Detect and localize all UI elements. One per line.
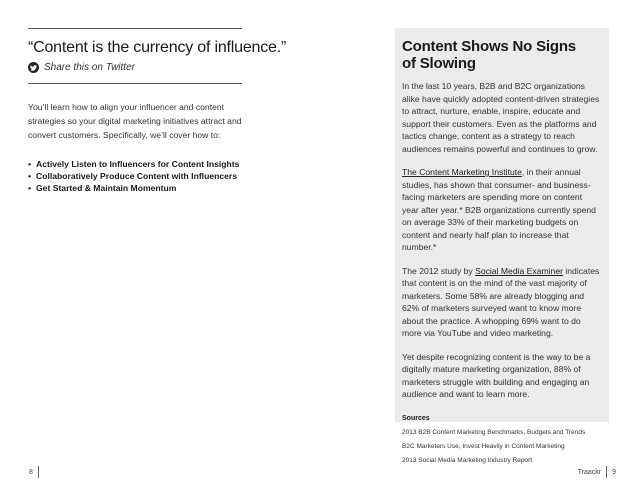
source-item: 2013 Social Media Marketing Industry Report bbox=[402, 456, 533, 464]
sources-heading: Sources bbox=[402, 414, 430, 422]
page-number-left: 8 bbox=[29, 468, 33, 476]
share-label[interactable]: Share this on Twitter bbox=[44, 62, 135, 73]
topics-list bbox=[28, 158, 242, 194]
source-item: 2013 B2B Content Marketing Benchmarks, Budgets and Trends bbox=[402, 428, 586, 436]
twitter-icon bbox=[28, 62, 39, 73]
top-divider bbox=[28, 28, 242, 29]
source-item: B2C Marketers Use, Invest Heavily in Content Marketing bbox=[402, 442, 565, 450]
pull-quote: “Content is the currency of influence.” bbox=[28, 39, 287, 56]
content-marketing-institute-link[interactable]: The Content Marketing Institute bbox=[402, 167, 522, 177]
intro-paragraph: You’ll learn how to align your influencer and content strategies so your digital marketing initiatives attract and convert customers. Specifically, we’ll cover how to: bbox=[28, 102, 242, 140]
paragraph-4: Yet despite recognizing content is the way to be a digitally mature marketing organization, 88% of marketers struggle with building and engaging an audience and want to learn more. bbox=[402, 351, 591, 399]
bottom-divider bbox=[28, 83, 242, 84]
paragraph-2: The Content Marketing Institute, in their annual studies, has shown that consumer- and business-facing marketers are spending more on content year after year.* B2B organizations currently spend on average 33% of their marketing budgets on content and nearly half plan to increase that number.* bbox=[402, 167, 596, 252]
left-column bbox=[28, 28, 287, 194]
footer-brand: Traackr bbox=[577, 468, 602, 476]
footer-divider bbox=[606, 466, 607, 478]
footer-divider bbox=[38, 466, 39, 478]
list-item: • Actively Listen to Influencers for Content Insights bbox=[28, 158, 242, 170]
list-item: • Collaboratively Produce Content with Influencers bbox=[28, 170, 242, 182]
share-on-twitter-link[interactable] bbox=[28, 62, 242, 73]
social-media-examiner-link[interactable]: Social Media Examiner bbox=[475, 265, 563, 276]
paragraph-1: In the last 10 years, B2B and B2C organizations alike have quickly adopted content-driven strategies to attract, nurture, enable, inspire, educate and support their customers. Even as the platforms and tactics change, content as a strategy to reach audiences remains powerful and continues to grow. bbox=[402, 81, 600, 154]
paragraph-3: The 2012 study by Social Media Examiner indicates that content is on the mind of the vast majority of marketers. Some 58% are already blogging and 62% of marketers surveyed want to know more about the practice. A whopping 69% want to do more via YouTube and video marketing. bbox=[402, 265, 600, 338]
footer-right bbox=[578, 466, 616, 478]
page-number-right: 9 bbox=[612, 468, 616, 476]
list-item: • Get Started & Maintain Momentum bbox=[28, 182, 242, 194]
sidebar-title: Content Shows No Signs of Slowing bbox=[402, 38, 576, 72]
sidebar-box bbox=[395, 28, 609, 464]
footer-left bbox=[29, 466, 44, 478]
